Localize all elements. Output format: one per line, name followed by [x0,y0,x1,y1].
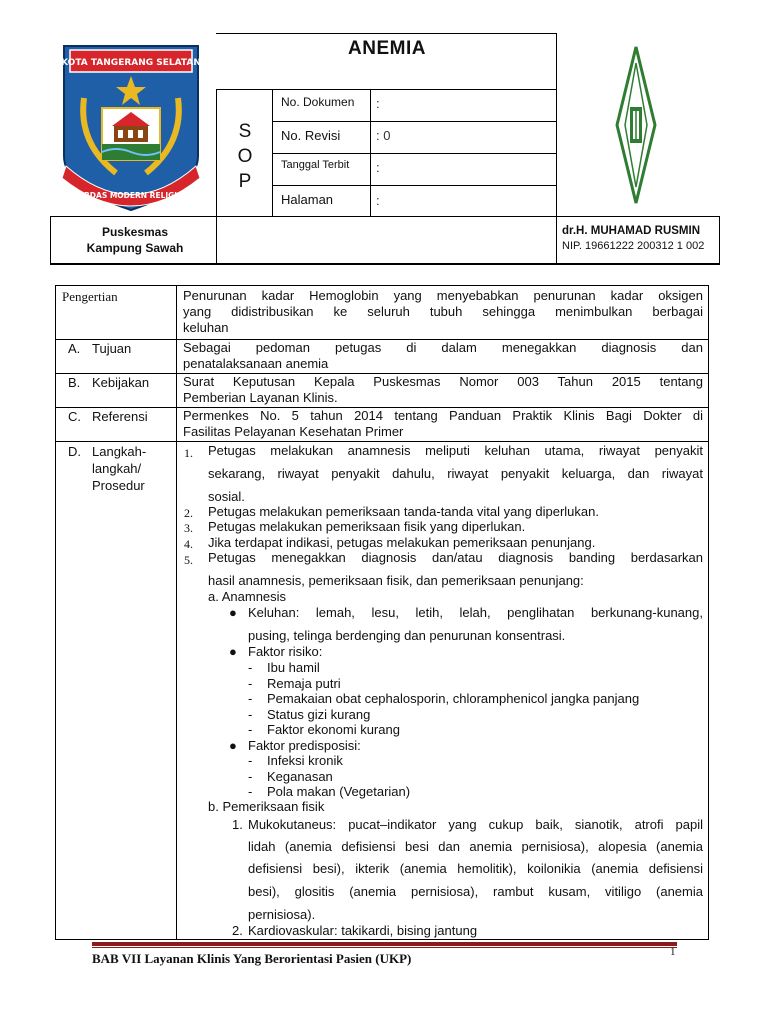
signatory [562,224,704,254]
kebijakan-label: Kebijakan [92,375,150,390]
step-5-line-2: hasil anamnesis, pemeriksaan fisik, dan pemeriksaan penunjang: [208,573,584,588]
pengertian-text [183,288,703,336]
kebijakan-line-1: Surat Keputusan Kepala Puskesmas Nomor 003 Tahun 2015 tentang [183,374,703,389]
puskesmas-line-1: Puskesmas [101,225,169,239]
pemeriksaan-fisik-heading: b. Pemeriksaan fisik [208,799,325,814]
logo-top-banner-text: KOTA TANGERANG SELATAN [61,58,201,68]
step-1-line-3: sosial. [208,489,245,504]
step-2-line-1: Petugas melakukan pemeriksaan tanda-tanda vital yang diperlukan. [208,504,599,519]
prosedur-label-3: Prosedur [92,478,145,493]
risiko-item-1: Ibu hamil [267,660,320,675]
step-1-num: 1. [184,446,193,460]
referensi-line-2: Fasilitas Pelayanan Kesehatan Primer [183,424,404,439]
logo-bottom-ribbon-text: CERDAS MODERN RELIGIUS [73,191,189,200]
dash-icon: - [248,660,253,675]
meta-label-tanggal-terbit: Tanggal Terbit [281,159,350,171]
meta-value-tanggal-terbit: : [376,160,380,175]
risiko-item-2: Remaja putri [267,676,341,691]
tujuan-num: A. [68,341,81,356]
step-5-line-1: Petugas menegakkan diagnosis dan/atau diagnosis banding berdasarkan [208,550,703,565]
meta-value-halaman: : [376,193,380,208]
dash-icon: - [248,707,253,722]
fisik-item-2-num: 2. [232,923,243,938]
step-3-line-1: Petugas melakukan pemeriksaan fisik yang diperlukan. [208,519,526,534]
step-1-line-2: sekarang, riwayat penyakit dahulu, riwayat penyakit keluarga, dan riwayat [208,466,703,481]
tujuan-line-2: penatalaksanaan anemia [183,356,329,371]
meta-value-no-dokumen: : [376,96,380,111]
pengertian-label: Pengertian [62,289,118,304]
step-1-line-1: Petugas melakukan anamnesis meliputi keluhan utama, riwayat penyakit [208,443,703,458]
fisik-item-1-line-3: defisiensi besi), ikterik (anemia hemolitik), koilonikia (anemia defisiensi [248,861,703,876]
keluhan-line-1: Keluhan: lemah, lesu, letih, lelah, penglihatan berkunang-kunang, [248,605,703,620]
step-5-num: 5. [184,553,193,567]
pengertian-line-1: Penurunan kadar Hemoglobin yang menyebabkan penurunan kadar oksigen [183,288,703,303]
tujuan-text [183,340,703,372]
doctor-nip: NIP. 19661222 200312 1 002 [562,240,705,252]
step-3-num: 3. [184,521,193,535]
fisik-item-1-line-2: lidah (anemia defisiensi besi dan anemia pernisiosa), alopesia (anemia [248,839,703,854]
step-2-num: 2. [184,506,193,520]
puskesmas-line-2: Kampung Sawah [86,241,184,255]
puskesmas-emblem-logo [615,45,657,205]
referensi-num: C. [68,409,81,424]
city-emblem-logo [56,38,206,218]
dash-icon: - [248,769,253,784]
prosedur-num: D. [68,444,81,459]
dash-icon: - [248,784,253,799]
faktor-predisposisi-heading: Faktor predisposisi: [248,738,361,753]
meta-label-halaman: Halaman [281,192,334,207]
dash-icon: - [248,676,253,691]
kebijakan-line-2: Pemberian Layanan Klinis. [183,390,338,405]
fisik-item-1-line-5: pernisiosa). [248,907,316,922]
referensi-label: Referensi [92,409,148,424]
pengertian-line-2: yang didistribusikan ke seluruh tubuh sehingga menimbulkan berbagai [183,304,703,319]
meta-value-no-revisi: : 0 [376,128,391,143]
kebijakan-text [183,374,703,406]
dash-icon: - [248,691,253,706]
sop-letter-p: P [238,171,252,192]
referensi-line-1: Permenkes No. 5 tahun 2014 tentang Panduan Praktik Klinis Bagi Dokter di [183,408,703,423]
sop-content-table [55,285,709,940]
risiko-item-5: Faktor ekonomi kurang [267,722,400,737]
risiko-item-4: Status gizi kurang [267,707,371,722]
footer-rule-thin [92,947,677,948]
doctor-name: dr.H. MUHAMAD RUSMIN [562,225,700,237]
prosedur-label-2: langkah/ [92,461,142,476]
keluhan-line-2: pusing, telinga berdenging dan penurunan konsentrasi. [248,628,566,643]
tujuan-line-1: Sebagai pedoman petugas di dalam menegakkan diagnosis dan [183,340,703,355]
fisik-item-1-line-4: besi), glositis (anemia pernisiosa), rambut kusam, vitiligo (anemia [248,884,703,899]
pengertian-line-3: keluhan [183,320,229,335]
document-title: ANEMIA [348,38,426,59]
step-4-line-1: Jika terdapat indikasi, petugas melakukan pemeriksaan penunjang. [208,535,596,550]
dash-icon: - [248,753,253,768]
risiko-item-3: Pemakaian obat cephalosporin, chloramphenicol jangka panjang [267,691,640,706]
meta-label-no-dokumen: No. Dokumen [281,95,355,109]
meta-label-no-revisi: No. Revisi [281,128,341,143]
kebijakan-num: B. [68,375,81,390]
fisik-item-1-line-1: Mukokutaneus: pucat–indikator yang cukup baik, sianotik, atrofi papil [248,817,703,832]
bullet-icon: ● [229,738,237,753]
page-number: 1 [670,946,676,958]
dash-icon: - [248,722,253,737]
fisik-item-2-text: Kardiovaskular: takikardi, bising jantung [248,923,478,938]
bullet-icon: ● [229,605,237,620]
footer-rule-thick [92,942,677,946]
prosedur-label-1: Langkah- [92,444,147,459]
predisposisi-item-3: Pola makan (Vegetarian) [267,784,411,799]
anamnesis-heading: a. Anamnesis [208,589,287,604]
puskesmas-name [60,224,210,256]
tujuan-label: Tujuan [92,341,132,356]
step-4-num: 4. [184,537,193,551]
faktor-risiko-heading: Faktor risiko: [248,644,323,659]
predisposisi-item-2: Keganasan [267,769,333,784]
sop-letter-o: O [237,146,253,167]
referensi-text [183,408,703,440]
footer-text: BAB VII Layanan Klinis Yang Berorientasi Pasien (UKP) [92,951,412,966]
fisik-item-1-num: 1. [232,817,243,832]
predisposisi-item-1: Infeksi kronik [267,753,343,768]
bullet-icon: ● [229,644,237,659]
sop-letter-s: S [238,121,252,142]
